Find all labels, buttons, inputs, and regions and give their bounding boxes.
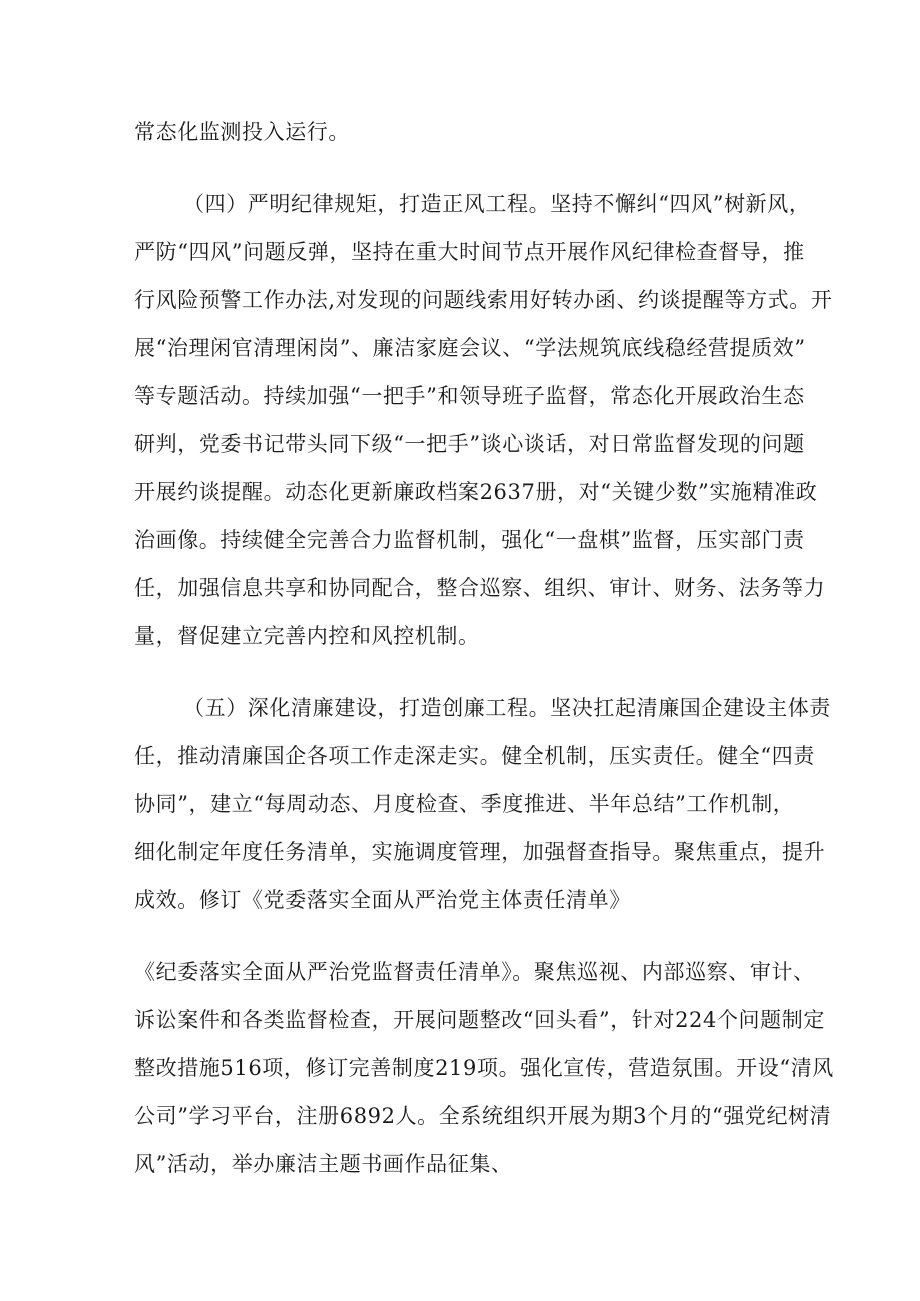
text-line: 等专题活动。持续加强“一把手”和领导班子监督，常态化开展政治生态	[134, 384, 805, 408]
text-line: 细化制定年度任务清单，实施调度管理，加强督查指导。聚焦重点，提升	[134, 840, 826, 864]
section-five-heading-line: （五）深化清廉建设，打造创廉工程。坚决扛起清廉国企建设主体责	[183, 696, 831, 720]
text-line: 严防“四风”问题反弹，坚持在重大时间节点开展作风纪律检查督导，推	[134, 240, 805, 264]
text-line: 公司”学习平台，注册6892人。全系统组织开展为期3个月的“强党纪树清	[134, 1104, 832, 1128]
text-line: 开展约谈提醒。动态化更新廉政档案2637册，对“关键少数”实施精准政	[134, 480, 818, 504]
section-four-heading-line: （四）严明纪律规矩，打造正风工程。坚持不懈纠“四风”树新风，	[183, 192, 811, 216]
text-line: 成效。修订《党委落实全面从严治党主体责任清单》	[134, 888, 631, 912]
text-line: 整改措施516项，修订完善制度219项。强化宣传，营造氛围。开设“清风	[134, 1056, 834, 1080]
text-line: 展“治理闲官清理闲岗”、廉洁家庭会议、“学法规筑底线稳经营提质效”	[134, 336, 806, 360]
text-line: 任，加强信息共享和协同配合，整合巡察、组织、审计、财务、法务等力	[134, 576, 826, 600]
text-line: 研判，党委书记带头同下级“一把手”谈心谈话，对日常监督发现的问题	[134, 432, 805, 456]
text-line: 行风险预警工作办法,对发现的问题线索用好转办函、约谈提醒等方式。开	[134, 288, 833, 312]
text-line: 常态化监测投入运行。	[134, 120, 350, 144]
text-line: 量，督促建立完善内控和风控机制。	[134, 624, 480, 648]
text-line: 治画像。持续健全完善合力监督机制，强化“一盘棋”监督，压实部门责	[134, 528, 805, 552]
text-line: 任，推动清廉国企各项工作走深走实。健全机制，压实责任。健全“四责	[134, 744, 815, 768]
text-line: 诉讼案件和各类监督检查，开展问题整改“回头看”，针对224个问题制定	[134, 1008, 825, 1032]
text-line: 风”活动，举办廉洁主题书画作品征集、	[134, 1152, 513, 1176]
text-line: 协同”，建立“每周动态、月度检查、季度推进、半年总结”工作机制，	[134, 792, 795, 816]
text-line: 《纪委落实全面从严治党监督责任清单》。聚焦巡视、内部巡察、审计、	[134, 960, 815, 984]
